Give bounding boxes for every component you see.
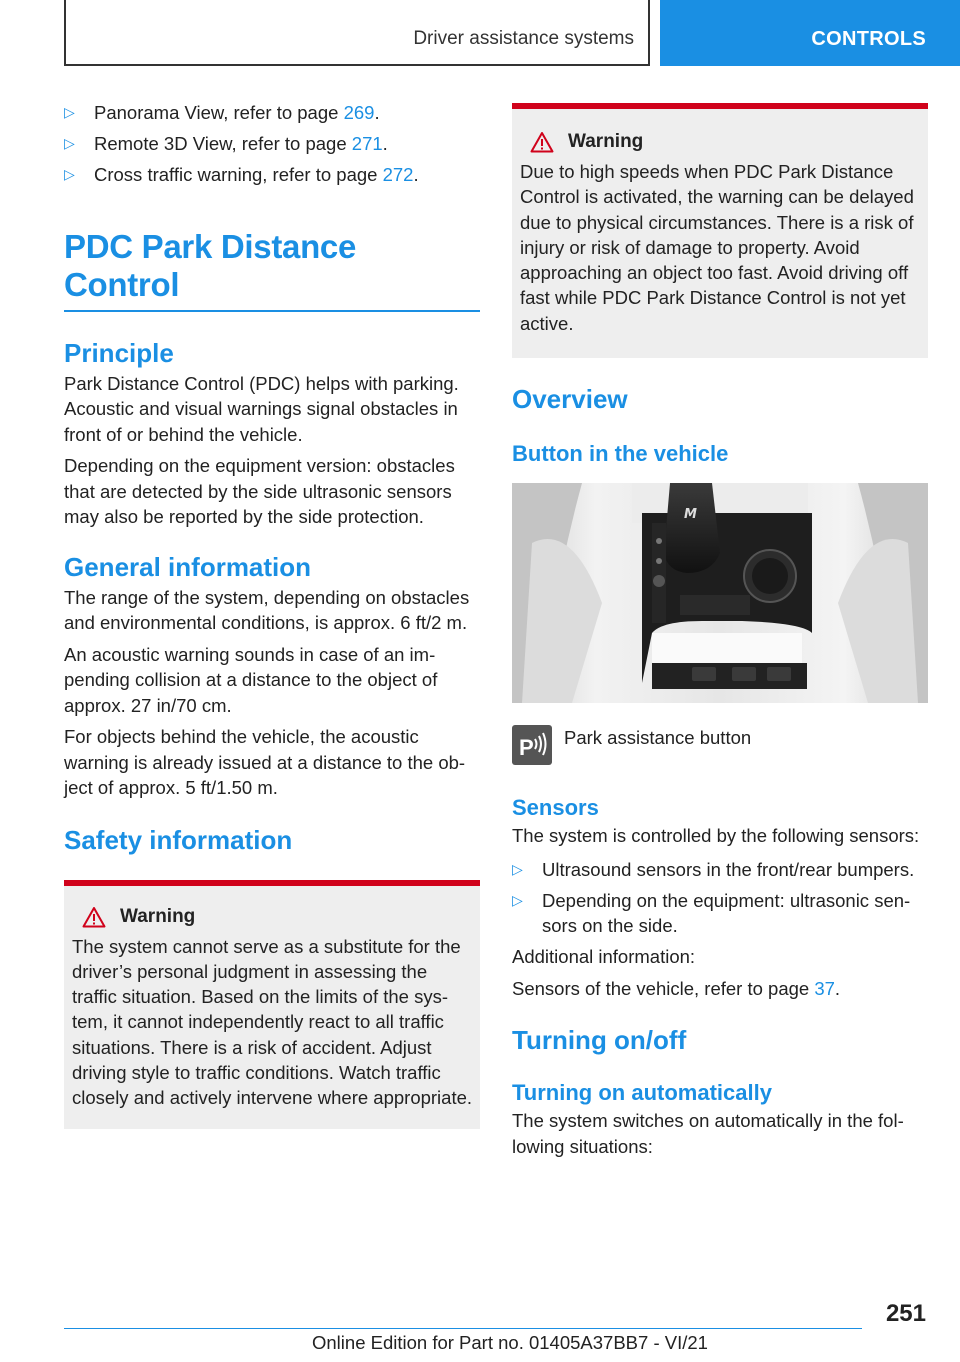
park-assist-icon: [512, 725, 552, 765]
warning-box: [64, 880, 480, 1129]
page-title: PDC Park Distance Control: [64, 228, 480, 312]
section-title: Driver assistance systems: [413, 28, 634, 49]
page-link[interactable]: 271: [351, 133, 383, 154]
chapter-title: CONTROLS: [811, 28, 926, 50]
triangle-right-icon: ▷: [512, 891, 523, 908]
sensors-reference: Sensors of the vehicle, refer to page 37.: [512, 977, 841, 999]
warning-title-row: [530, 131, 922, 153]
button-caption: Park assistance button: [564, 727, 752, 749]
left-column: [64, 100, 480, 1129]
sensor-list: [512, 857, 928, 939]
svg-text:P: P: [519, 735, 534, 761]
warning-title: Warning: [568, 131, 644, 152]
list-item: ▷ Remote 3D View, refer to page 271.: [64, 131, 480, 157]
list-item: ▷ Depending on the equipment: ultrasonic sensors on the side.: [512, 889, 911, 937]
general-paragraph-1: The range of the system, depending on obstacles and environmental conditions, is approx. 6 ft/2 m.: [64, 586, 470, 633]
svg-text:M: M: [684, 507, 697, 523]
overview-heading: Overview: [512, 384, 628, 415]
park-assist-symbol: [516, 729, 548, 761]
warning-title: Warning: [120, 905, 196, 927]
general-paragraph-3: For objects behind the vehicle, the acoustic warning is already issued at a distance to the object of approx. 5 ft/1.50 m.: [64, 726, 466, 798]
list-item: ▷ Panorama View, refer to page 269.: [64, 100, 480, 126]
edition-label: Online Edition for Part no. 01405A37BB7 - VI/21: [312, 1332, 708, 1353]
general-paragraph-2: An acoustic warning sounds in case of an impending collision at a distance to the object of approx. 27 in/70 cm.: [64, 643, 438, 716]
sensors-heading: Sensors: [512, 795, 599, 821]
list-item: ▷ Ultrasound sensors in the front/rear bumpers.: [512, 857, 928, 883]
warning-text: The system cannot serve as a substitute for the driver’s personal judgment in assessing the traffic situation. Based on the limits of the system, it cannot independently react to all traffic situations. There is a risk of accident. Adjust driving style to traffic conditions. Watch traffic closely and actively intervene where appropriate.: [72, 935, 473, 1109]
page-number: 251: [885, 1300, 926, 1327]
warning-box: [512, 103, 928, 358]
auto-on-heading: Turning on automatically: [512, 1080, 772, 1106]
triangle-right-icon: ▷: [512, 860, 523, 877]
additional-info-label: Additional information:: [512, 946, 696, 968]
right-column: [512, 103, 928, 1159]
button-caption-row: [512, 725, 928, 765]
safety-heading: Safety information: [64, 824, 293, 855]
triangle-right-icon: ▷: [64, 104, 75, 120]
list-item: ▷ Cross traffic warning, refer to page 272.: [64, 162, 480, 188]
page-link[interactable]: 269: [343, 102, 375, 123]
auto-on-text: The system switches on automatically in the following situations:: [512, 1110, 904, 1157]
footer-divider: [64, 1328, 862, 1329]
reference-list: [64, 100, 480, 188]
page-link[interactable]: 37: [814, 977, 835, 999]
triangle-right-icon: ▷: [64, 166, 75, 182]
triangle-right-icon: ▷: [64, 135, 75, 151]
center-console-photo: [512, 483, 928, 703]
page-link[interactable]: 272: [382, 164, 414, 185]
warning-triangle-icon: [82, 906, 106, 928]
principle-heading: Principle: [64, 337, 174, 368]
principle-paragraph-2: Depending on the equipment version: obstacles that are detected by the side ultrasonic sensors may also be reported by the side protection.: [64, 455, 455, 527]
button-heading: Button in the vehicle: [512, 441, 729, 467]
header-section-tab: [64, 0, 650, 66]
warning-text: Due to high speeds when PDC Park Distance Control is activated, the warning can be delayed due to physical circumstances. There is a risk of injury or risk of damage to property. Avoid approaching an object too fast. Avoid driving off fast while PDC Park Distance Control is not yet active.: [520, 161, 914, 334]
turning-heading: Turning on/off: [512, 1025, 687, 1056]
header-chapter-tab: [660, 0, 960, 66]
warning-triangle-icon: [530, 131, 554, 153]
sensors-intro: The system is controlled by the following sensors:: [512, 825, 920, 847]
general-info-heading: General information: [64, 551, 312, 582]
principle-paragraph-1: Park Distance Control (PDC) helps with parking. Acoustic and visual warnings signal obstacles in front of or behind the vehicle.: [64, 372, 459, 445]
warning-title-row: [82, 906, 474, 928]
